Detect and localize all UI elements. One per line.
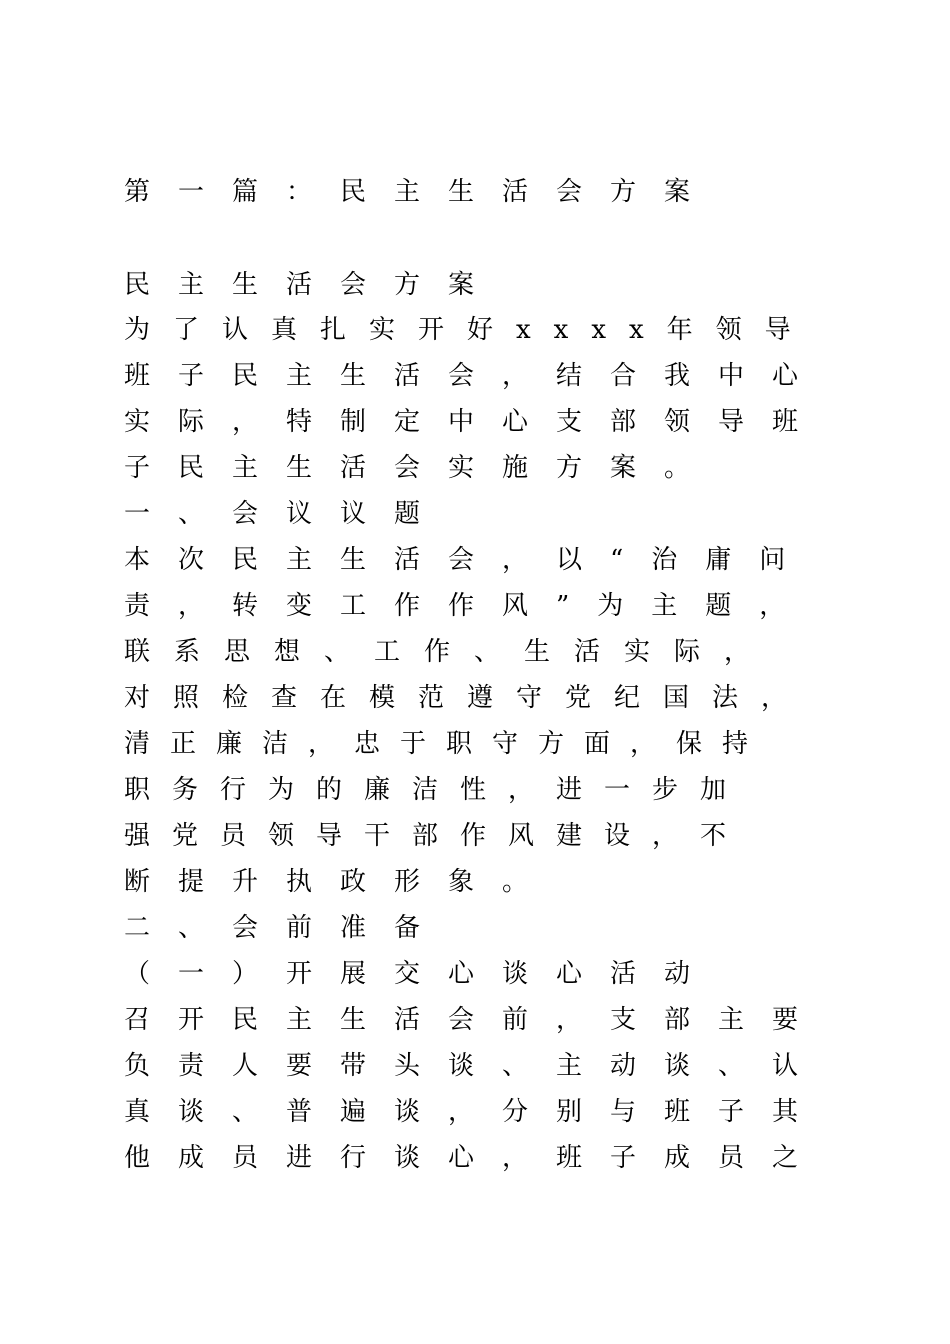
section2-line-3: 真谈、普遍谈，分别与班子其 (124, 1097, 827, 1127)
section2-subheading: （一）开展交心谈心活动 (124, 959, 719, 989)
section2-line-1: 召开民主生活会前，支部主要 (124, 1005, 827, 1035)
section1-line-8: 断提升执政形象。 (124, 867, 557, 897)
section1-line-4: 对照检查在模范遵守党纪国法， (124, 683, 811, 713)
section1-line-3: 联系思想、工作、生活实际， (124, 637, 775, 667)
section2-line-2: 负责人要带头谈、主动谈、认 (124, 1051, 827, 1081)
section1-line-2: 责，转变工作作风”为主题， (124, 591, 814, 621)
intro-line-3: 实际，特制定中心支部领导班 (124, 407, 827, 437)
section1-line-6: 职务行为的廉洁性，进一步加 (124, 775, 749, 805)
document-title: 第一篇：民主生活会方案 (124, 177, 719, 207)
section2-heading: 二、会前准备 (124, 913, 449, 943)
intro-line-1: 为了认真扎实开好xxxx年领导 (124, 315, 814, 345)
document-subtitle: 民主生活会方案 (124, 270, 503, 300)
section1-line-7: 强党员领导干部作风建设，不 (124, 821, 749, 851)
intro-line-4: 子民主生活会实施方案。 (124, 453, 719, 483)
section1-heading: 一、会议议题 (124, 499, 449, 529)
section2-line-4: 他成员进行谈心，班子成员之 (124, 1143, 827, 1173)
intro-line-2: 班子民主生活会，结合我中心 (124, 361, 827, 391)
section1-line-1: 本次民主生活会，以“治庸问 (124, 545, 814, 575)
section1-line-5: 清正廉洁，忠于职守方面，保持 (124, 729, 769, 759)
